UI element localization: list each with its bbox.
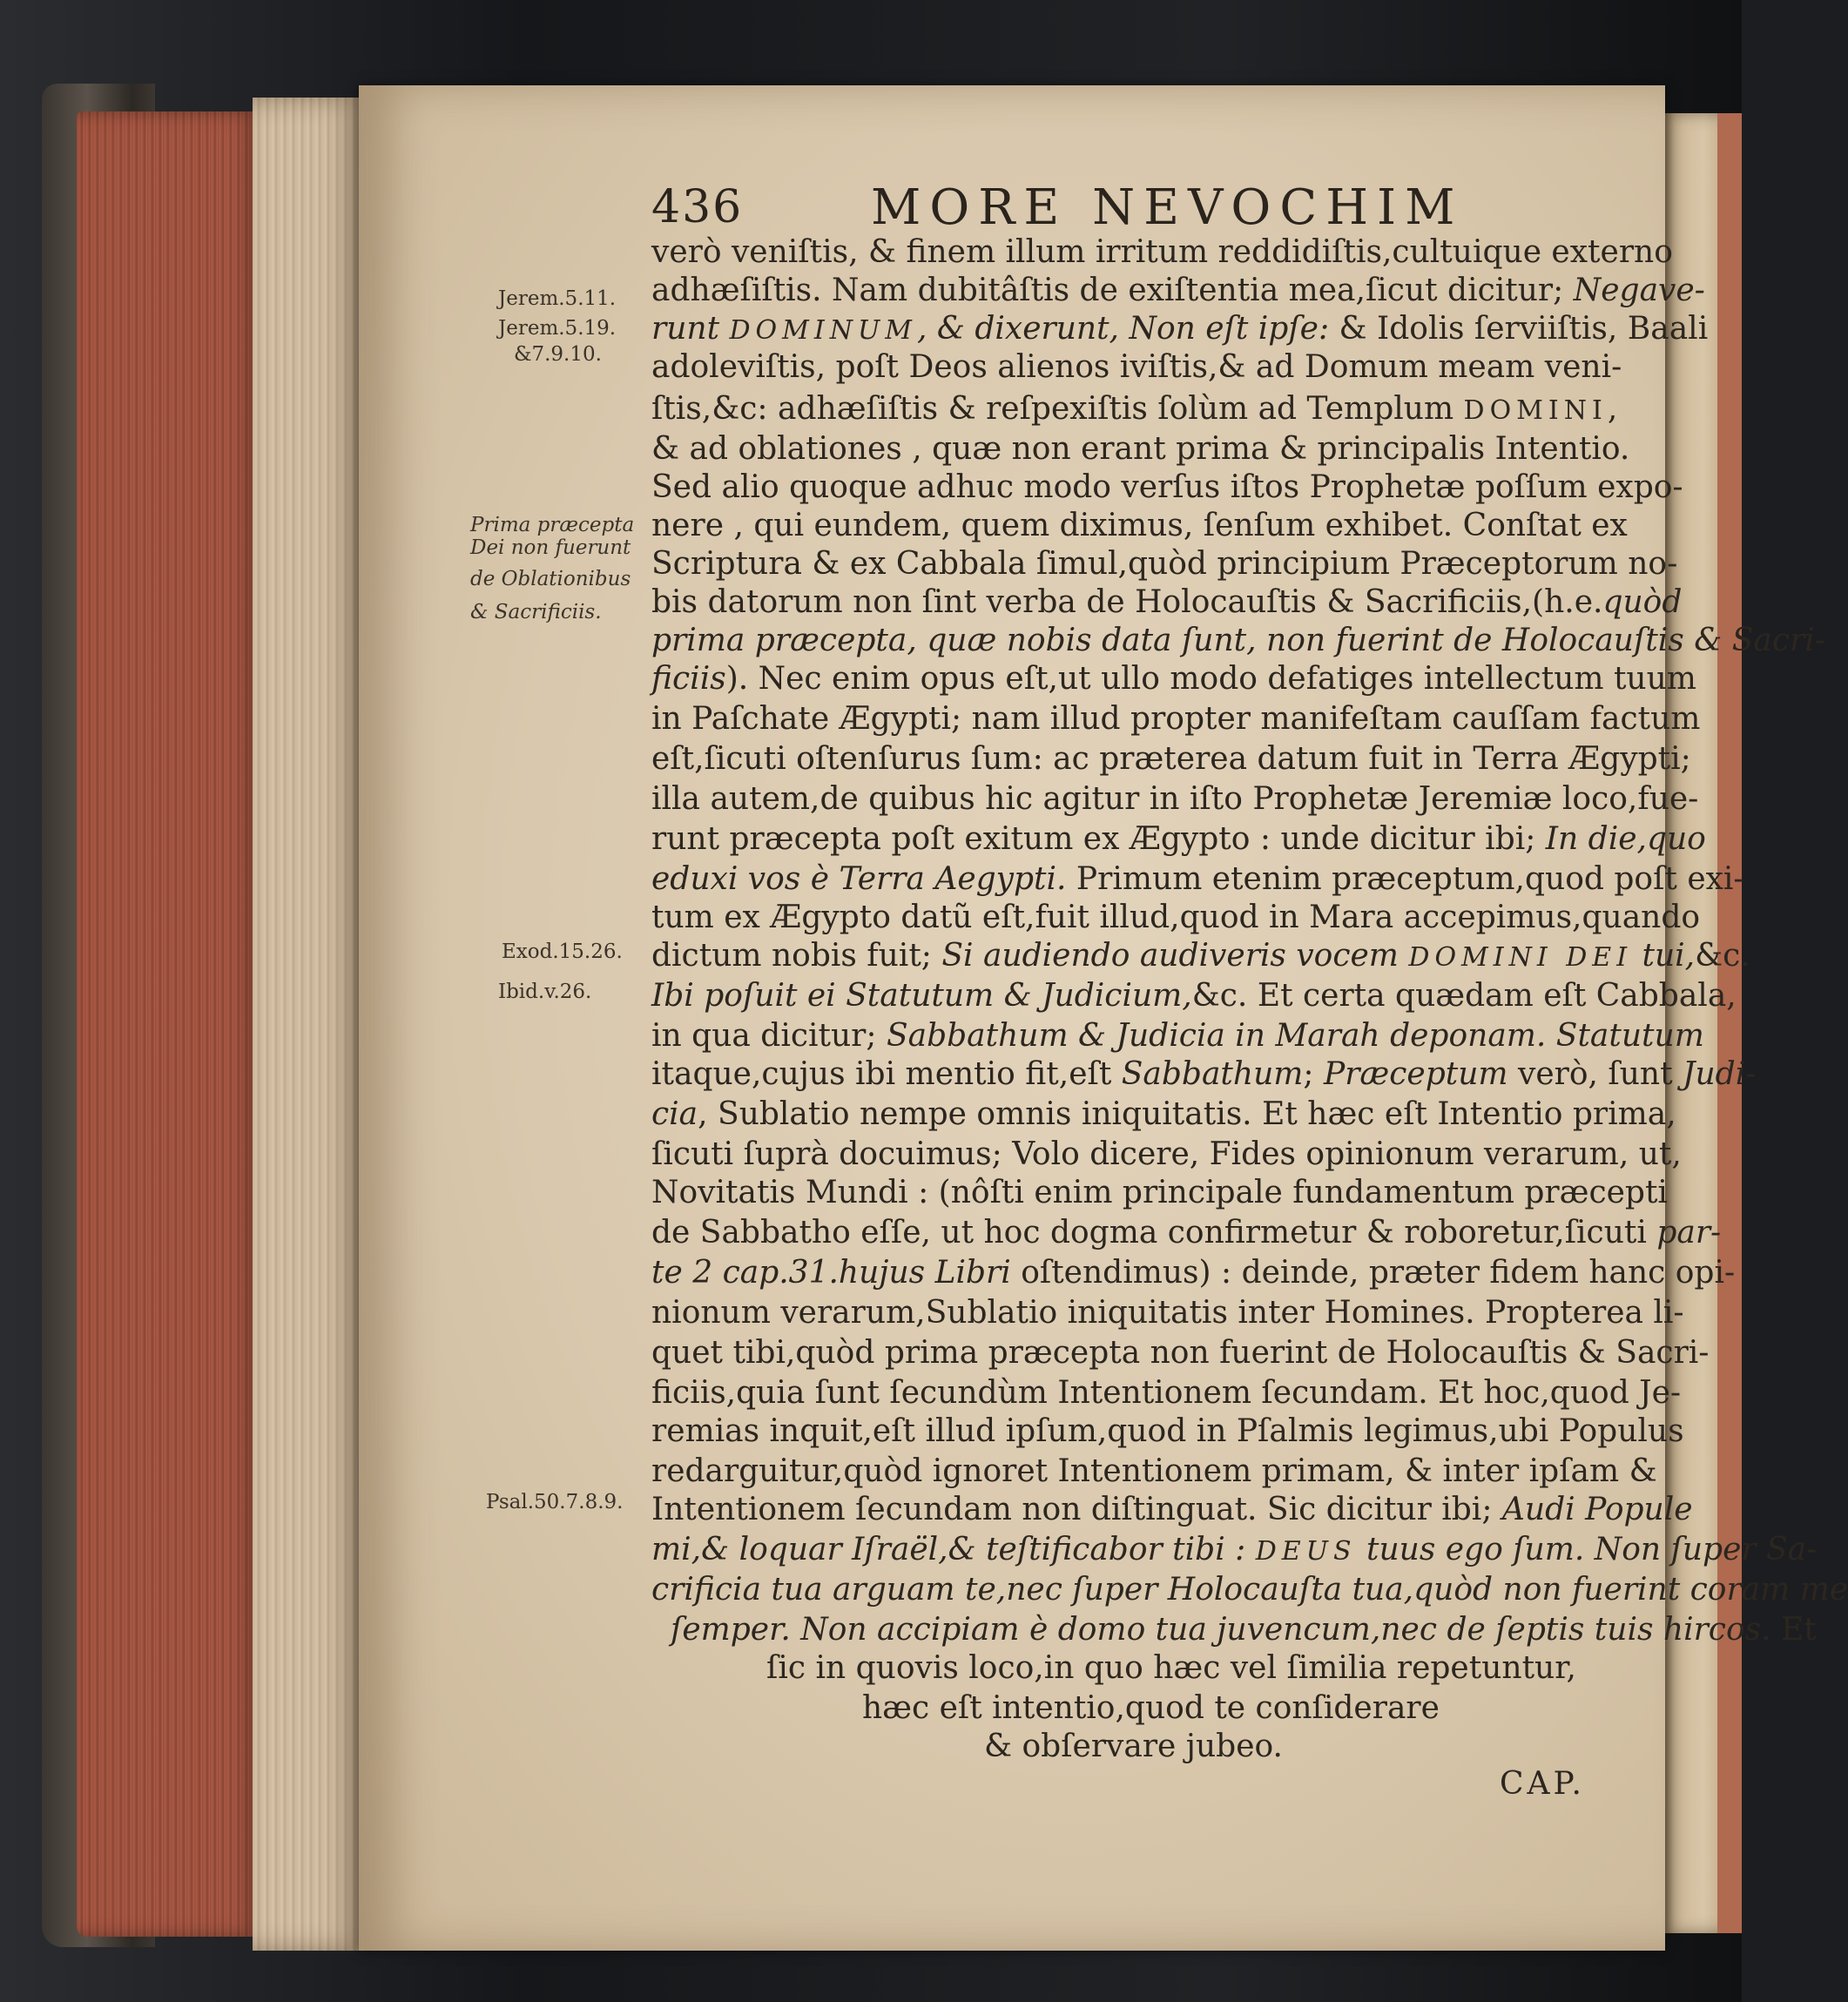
text-line-27: te 2 cap.31.hujus Libri oſtendimus) : deinde, præter fidem hanc opi- <box>651 1255 1736 1291</box>
margin-note-prima-3: de Oblationibus <box>470 568 631 590</box>
margin-note-jerem-5-11: Jerem.5.11. <box>498 287 617 310</box>
text-line-34: mi,& loquar Iſraël,& teſtificabor tibi : DEUS tuus ego ſum. Non ſuper Sa- <box>651 1532 1818 1567</box>
text-line-7: Sed alio quoque adhuc modo verſus iſtos Prophetæ poſſum expo- <box>651 469 1683 505</box>
text-line-18: tum ex Ægypto datũ eſt,fuit illud,quod in Mara accepimus,quando <box>651 900 1701 935</box>
text-line-28: nionum verarum,Sublatio iniquitatis inter Homines. Propterea li- <box>651 1295 1684 1331</box>
text-line-13: in Paſchate Ægypti; nam illud propter manifeſtam cauſſam factum <box>651 701 1701 737</box>
catchword: CAP. <box>1500 1766 1585 1802</box>
text-line-38: hæc eſt intentio,quod te conſiderare <box>862 1690 1440 1726</box>
text-line-24: ſicuti ſuprà docuimus; Volo dicere, Fides opinionum verarum, ut, <box>651 1136 1682 1172</box>
text-line-21: in qua dicitur; Sabbathum & Judicia in Marah deponam. Statutum <box>651 1018 1704 1054</box>
text-line-6: & ad oblationes , quæ non erant prima & principalis Intentio. <box>651 431 1630 467</box>
running-title: MORE NEVOCHIM <box>871 179 1464 236</box>
text-line-11: prima præcepta, quæ nobis data ſunt, non fuerint de Holocauſtis & Sacri- <box>651 623 1825 658</box>
text-line-3: runt DOMINUM, & dixerunt, Non eſt ipſe: & Idolis ſerviiſtis, Baali <box>651 311 1709 347</box>
text-line-39: & obſervare jubeo. <box>984 1729 1283 1764</box>
text-line-5: ſtis,&c: adhæſiſtis & reſpexiſtis ſolùm ad Templum DOMINI, <box>651 391 1618 427</box>
margin-note-psal: Psal.50.7.8.9. <box>486 1491 624 1513</box>
margin-note-prima-4: & Sacrificiis. <box>470 601 602 624</box>
text-line-26: de Sabbatho eſſe, ut hoc dogma confirmetur & roboretur,ſicuti par- <box>651 1215 1722 1250</box>
text-line-14: eſt,ſicuti oſtenſurus ſum: ac præterea datum fuit in Terra Ægypti; <box>651 741 1691 777</box>
text-line-16: runt præcepta poſt exitum ex Ægypto : unde dicitur ibi; In die,quo <box>651 821 1706 857</box>
text-line-23: cia, Sublatio nempe omnis iniquitatis. Et hæc eſt Intentio prima, <box>651 1096 1676 1132</box>
margin-note-exod: Exod.15.26. <box>502 940 623 963</box>
text-line-19: dictum nobis fuit; Si audiendo audiveris vocem DOMINI DEI tui,&c. <box>651 938 1750 974</box>
margin-note-jerem-7: &7.9.10. <box>514 343 602 366</box>
page-stack-gutter <box>253 98 366 1951</box>
text-line-37: ſic in quovis loco,in quo hæc vel ſimilia repetuntur, <box>766 1650 1576 1686</box>
margin-note-ibid: Ibid.v.26. <box>498 981 592 1003</box>
text-line-22: itaque,cujus ibi mentio fit,eſt Sabbathum; Præceptum verò, ſunt Judi- <box>651 1056 1757 1092</box>
text-line-29: quet tibi,quòd prima præcepta non fuerint de Holocauſtis & Sacri- <box>651 1335 1710 1371</box>
text-line-30: ficiis,quia ſunt ſecundùm Intentionem ſecundam. Et hoc,quod Je- <box>651 1375 1682 1411</box>
text-line-15: illa autem,de quibus hic agitur in iſto Prophetæ Jeremiæ loco,fue- <box>651 781 1699 817</box>
text-line-2: adhæſiſtis. Nam dubitâſtis de exiſtentia mea,ſicut dicitur; Negave- <box>651 273 1705 308</box>
text-line-12: ficiis). Nec enim opus eſt,ut ullo modo defatiges intellectum tuum <box>651 661 1696 697</box>
red-page-edges <box>77 111 260 1937</box>
text-line-1: verò veniſtis, & finem illum irritum reddidiſtis,cultuique externo <box>651 234 1673 270</box>
page-number: 436 <box>651 181 744 233</box>
text-line-20: Ibi poſuit ei Statutum & Judicium,&c. Et certa quædam eſt Cabbala, <box>651 978 1737 1014</box>
text-line-8: nere , qui eundem, quem diximus, ſenſum exhibet. Conſtat ex <box>651 508 1628 543</box>
text-line-10: bis datorum non ſint verba de Holocauſtis & Sacrificiis,(h.e.quòd <box>651 584 1683 620</box>
text-line-17: eduxi vos è Terra Aegypti. Primum etenim præceptum,quod poſt exi- <box>651 861 1744 897</box>
margin-note-prima-2: Dei non fuerunt <box>470 536 631 559</box>
text-line-4: adoleviſtis, poſt Deos alienos iviſtis,& ad Domum meam veni- <box>651 349 1622 385</box>
text-line-36: ſemper. Non accipiam è domo tua juvencum,nec de ſeptis tuis hircos. Et <box>671 1612 1817 1648</box>
text-line-31: remias inquit,eſt illud ipſum,quod in Pſalmis legimus,ubi Populus <box>651 1413 1684 1449</box>
text-line-32: redarguitur,quòd ignoret Intentionem primam, & inter ipſam & <box>651 1453 1657 1489</box>
text-line-9: Scriptura & ex Cabbala ſimul,quòd principium Præceptorum no- <box>651 546 1678 582</box>
text-line-35: crificia tua arguam te,nec ſuper Holocauſta tua,quòd non fuerint coram me <box>651 1572 1848 1608</box>
margin-note-prima-1: Prima præcepta <box>470 514 635 536</box>
text-line-33: Intentionem ſecundam non diſtinguat. Sic dicitur ibi; Audi Popule <box>651 1492 1693 1527</box>
margin-note-jerem-5-19: Jerem.5.19. <box>498 317 617 340</box>
right-red-edge <box>1717 113 1742 1933</box>
text-line-25: Novitatis Mundi : (nôſti enim principale fundamentum præcepti <box>651 1175 1668 1210</box>
